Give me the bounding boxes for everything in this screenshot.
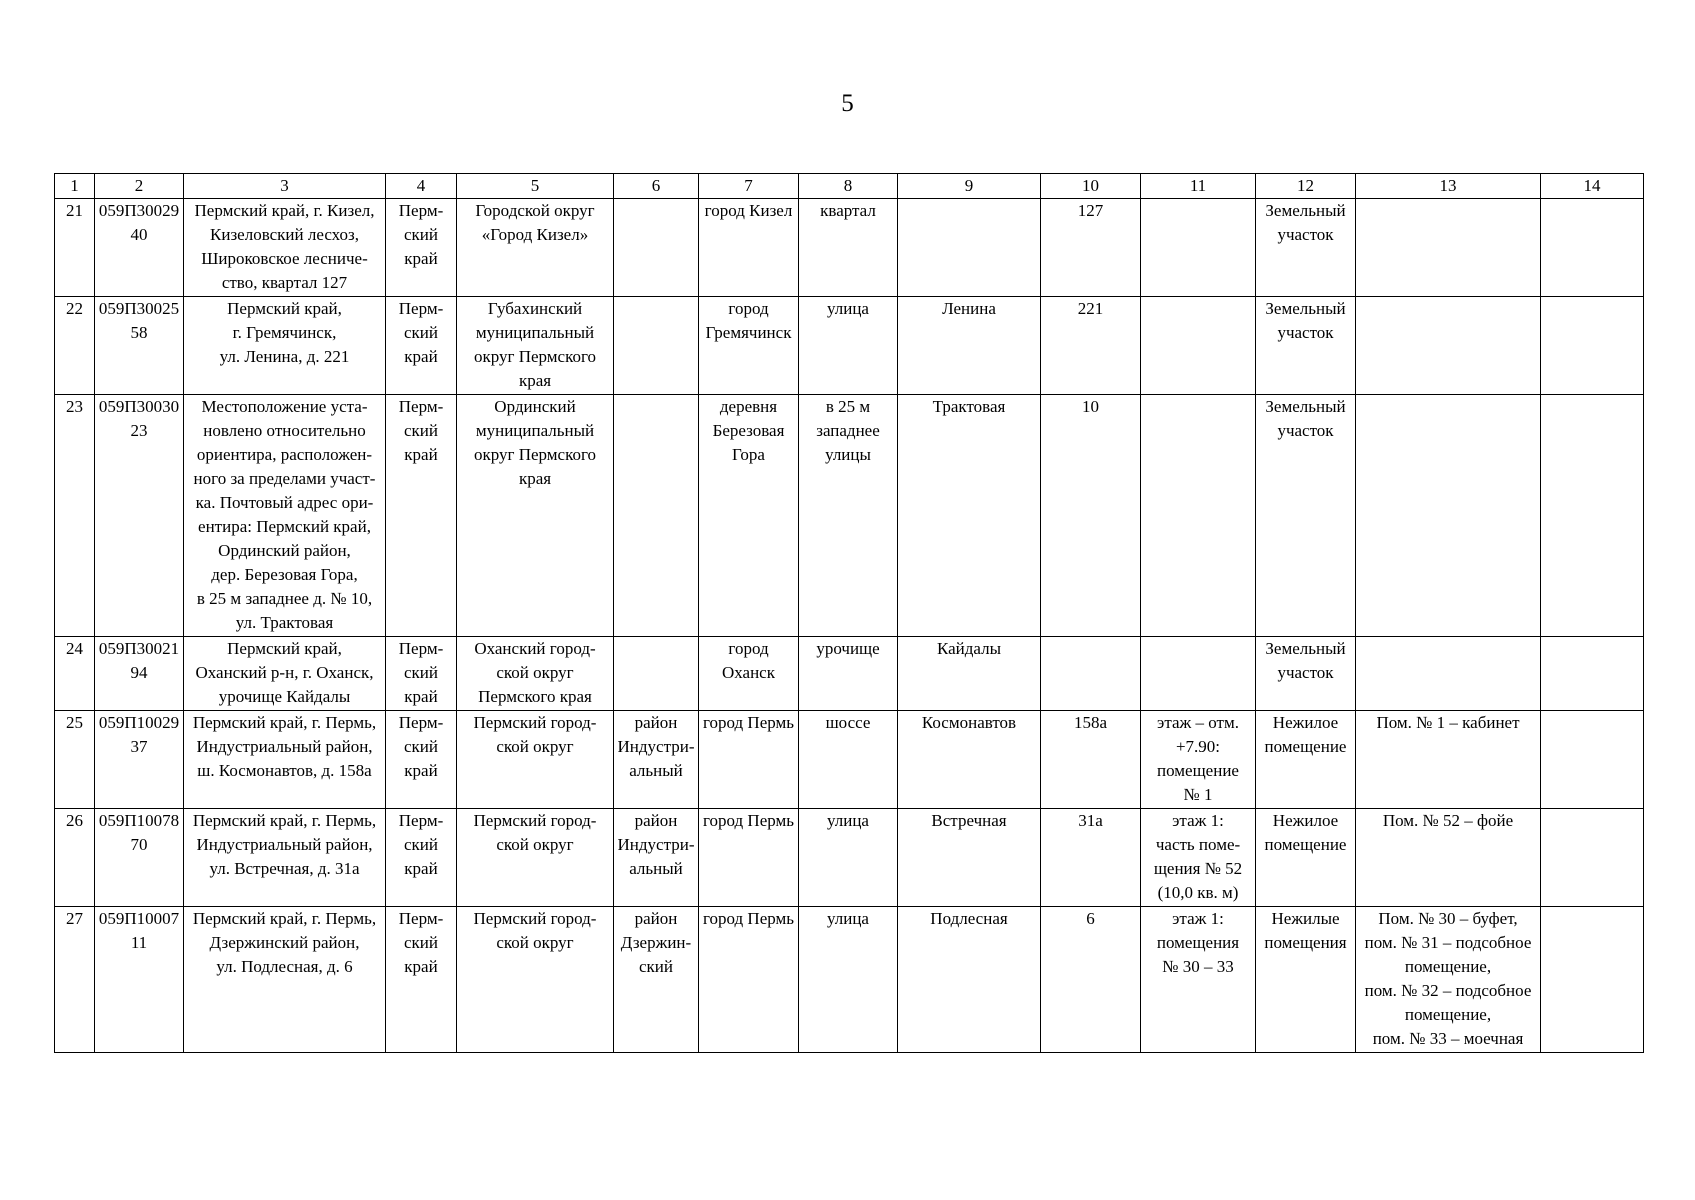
district-cell xyxy=(614,395,699,637)
house-number-cell: 31а xyxy=(1041,809,1141,907)
region-cell: Перм- ский край xyxy=(386,395,457,637)
column-header: 8 xyxy=(799,174,898,199)
address-cell: Пермский край, г. Пермь, Дзержинский район, ул. Подлесная, д. 6 xyxy=(184,907,386,1053)
region-cell: Перм- ский край xyxy=(386,907,457,1053)
floor-cell xyxy=(1141,395,1256,637)
house-number-cell: 158а xyxy=(1041,711,1141,809)
settlement-cell: город Гремячинск xyxy=(699,297,799,395)
column-header: 11 xyxy=(1141,174,1256,199)
notes-cell xyxy=(1541,637,1644,711)
street-name-cell: Кайдалы xyxy=(898,637,1041,711)
district-cell xyxy=(614,199,699,297)
registry-number-cell: 059П30029 40 xyxy=(95,199,184,297)
table-row xyxy=(55,711,1644,809)
object-type-cell: Нежилые помещения xyxy=(1256,907,1356,1053)
object-type-cell: Земельный участок xyxy=(1256,199,1356,297)
settlement-cell: деревня Березовая Гора xyxy=(699,395,799,637)
column-header: 3 xyxy=(184,174,386,199)
street-type-cell: улица xyxy=(799,297,898,395)
column-header: 7 xyxy=(699,174,799,199)
settlement-cell: город Оханск xyxy=(699,637,799,711)
settlement-cell: город Кизел xyxy=(699,199,799,297)
registry-number-cell: 059П30030 23 xyxy=(95,395,184,637)
table-row xyxy=(55,395,1644,637)
premises-description-cell: Пом. № 52 – фойе xyxy=(1356,809,1541,907)
street-type-cell: шоссе xyxy=(799,711,898,809)
registry-number-cell: 059П10007 11 xyxy=(95,907,184,1053)
notes-cell xyxy=(1541,711,1644,809)
column-header: 12 xyxy=(1256,174,1356,199)
row-number-cell: 24 xyxy=(55,637,95,711)
municipality-cell: Городской округ «Город Кизел» xyxy=(457,199,614,297)
street-type-cell: квартал xyxy=(799,199,898,297)
row-number-cell: 25 xyxy=(55,711,95,809)
street-type-cell: в 25 м западнее улицы xyxy=(799,395,898,637)
street-type-cell: урочище xyxy=(799,637,898,711)
column-header: 1 xyxy=(55,174,95,199)
settlement-cell: город Пермь xyxy=(699,907,799,1053)
house-number-cell: 6 xyxy=(1041,907,1141,1053)
street-name-cell: Встречная xyxy=(898,809,1041,907)
object-type-cell: Нежилое помещение xyxy=(1256,711,1356,809)
region-cell: Перм- ский край xyxy=(386,809,457,907)
premises-description-cell xyxy=(1356,297,1541,395)
notes-cell xyxy=(1541,907,1644,1053)
street-name-cell xyxy=(898,199,1041,297)
notes-cell xyxy=(1541,395,1644,637)
row-number-cell: 27 xyxy=(55,907,95,1053)
floor-cell: этаж 1: часть поме- щения № 52 (10,0 кв. м) xyxy=(1141,809,1256,907)
floor-cell xyxy=(1141,637,1256,711)
house-number-cell: 10 xyxy=(1041,395,1141,637)
municipality-cell: Пермский город- ской округ xyxy=(457,907,614,1053)
district-cell: район Индустри- альный xyxy=(614,809,699,907)
address-cell: Пермский край, г. Пермь, Индустриальный район, ш. Космонавтов, д. 158а xyxy=(184,711,386,809)
column-header: 14 xyxy=(1541,174,1644,199)
premises-description-cell xyxy=(1356,637,1541,711)
registry-number-cell: 059П10029 37 xyxy=(95,711,184,809)
object-type-cell: Земельный участок xyxy=(1256,637,1356,711)
floor-cell: этаж – отм. +7.90: помещение № 1 xyxy=(1141,711,1256,809)
table-row xyxy=(55,297,1644,395)
column-header: 6 xyxy=(614,174,699,199)
municipality-cell: Губахинский муниципальный округ Пермского края xyxy=(457,297,614,395)
notes-cell xyxy=(1541,199,1644,297)
premises-description-cell xyxy=(1356,395,1541,637)
municipality-cell: Пермский город- ской округ xyxy=(457,809,614,907)
district-cell xyxy=(614,297,699,395)
notes-cell xyxy=(1541,297,1644,395)
region-cell: Перм- ский край xyxy=(386,711,457,809)
address-cell: Пермский край, г. Гремячинск, ул. Ленина, д. 221 xyxy=(184,297,386,395)
municipality-cell: Оханский город- ской округ Пермского края xyxy=(457,637,614,711)
region-cell: Перм- ский край xyxy=(386,297,457,395)
house-number-cell xyxy=(1041,637,1141,711)
registry-table xyxy=(54,173,1644,1053)
column-header: 2 xyxy=(95,174,184,199)
settlement-cell: город Пермь xyxy=(699,809,799,907)
registry-number-cell: 059П10078 70 xyxy=(95,809,184,907)
row-number-cell: 26 xyxy=(55,809,95,907)
floor-cell: этаж 1: помещения № 30 – 33 xyxy=(1141,907,1256,1053)
street-name-cell: Космонавтов xyxy=(898,711,1041,809)
premises-description-cell: Пом. № 30 – буфет, пом. № 31 – подсобное помещение, пом. № 32 – подсобное помещение, пом. № 33 – моечная xyxy=(1356,907,1541,1053)
column-header: 4 xyxy=(386,174,457,199)
street-type-cell: улица xyxy=(799,809,898,907)
premises-description-cell xyxy=(1356,199,1541,297)
table-row xyxy=(55,907,1644,1053)
address-cell: Местоположение уста- новлено относительно ориентира, расположен- ного за пределами участ- ка. Почтовый адрес ори- ентира: Пермский край, Ординский район, дер. Березовая Гора, в 25 м западнее д. № 10, ул. Трактовая xyxy=(184,395,386,637)
column-header: 5 xyxy=(457,174,614,199)
column-header: 13 xyxy=(1356,174,1541,199)
notes-cell xyxy=(1541,809,1644,907)
floor-cell xyxy=(1141,297,1256,395)
street-type-cell: улица xyxy=(799,907,898,1053)
column-header: 10 xyxy=(1041,174,1141,199)
address-cell: Пермский край, г. Кизел, Кизеловский лесхоз, Широковское лесниче- ство, квартал 127 xyxy=(184,199,386,297)
floor-cell xyxy=(1141,199,1256,297)
district-cell xyxy=(614,637,699,711)
municipality-cell: Ординский муниципальный округ Пермского края xyxy=(457,395,614,637)
table-row xyxy=(55,637,1644,711)
district-cell: район Индустри- альный xyxy=(614,711,699,809)
row-number-cell: 23 xyxy=(55,395,95,637)
address-cell: Пермский край, Оханский р-н, г. Оханск, урочище Кайдалы xyxy=(184,637,386,711)
registry-number-cell: 059П30025 58 xyxy=(95,297,184,395)
row-number-cell: 22 xyxy=(55,297,95,395)
table-header-row xyxy=(55,174,1644,199)
municipality-cell: Пермский город- ской округ xyxy=(457,711,614,809)
object-type-cell: Земельный участок xyxy=(1256,395,1356,637)
street-name-cell: Трактовая xyxy=(898,395,1041,637)
settlement-cell: город Пермь xyxy=(699,711,799,809)
region-cell: Перм- ский край xyxy=(386,199,457,297)
column-header: 9 xyxy=(898,174,1041,199)
table-row xyxy=(55,199,1644,297)
street-name-cell: Подлесная xyxy=(898,907,1041,1053)
house-number-cell: 127 xyxy=(1041,199,1141,297)
address-cell: Пермский край, г. Пермь, Индустриальный район, ул. Встречная, д. 31а xyxy=(184,809,386,907)
object-type-cell: Нежилое помещение xyxy=(1256,809,1356,907)
house-number-cell: 221 xyxy=(1041,297,1141,395)
registry-number-cell: 059П30021 94 xyxy=(95,637,184,711)
page-number: 5 xyxy=(841,90,854,117)
object-type-cell: Земельный участок xyxy=(1256,297,1356,395)
premises-description-cell: Пом. № 1 – кабинет xyxy=(1356,711,1541,809)
street-name-cell: Ленина xyxy=(898,297,1041,395)
row-number-cell: 21 xyxy=(55,199,95,297)
district-cell: район Дзержин- ский xyxy=(614,907,699,1053)
region-cell: Перм- ский край xyxy=(386,637,457,711)
table-row xyxy=(55,809,1644,907)
